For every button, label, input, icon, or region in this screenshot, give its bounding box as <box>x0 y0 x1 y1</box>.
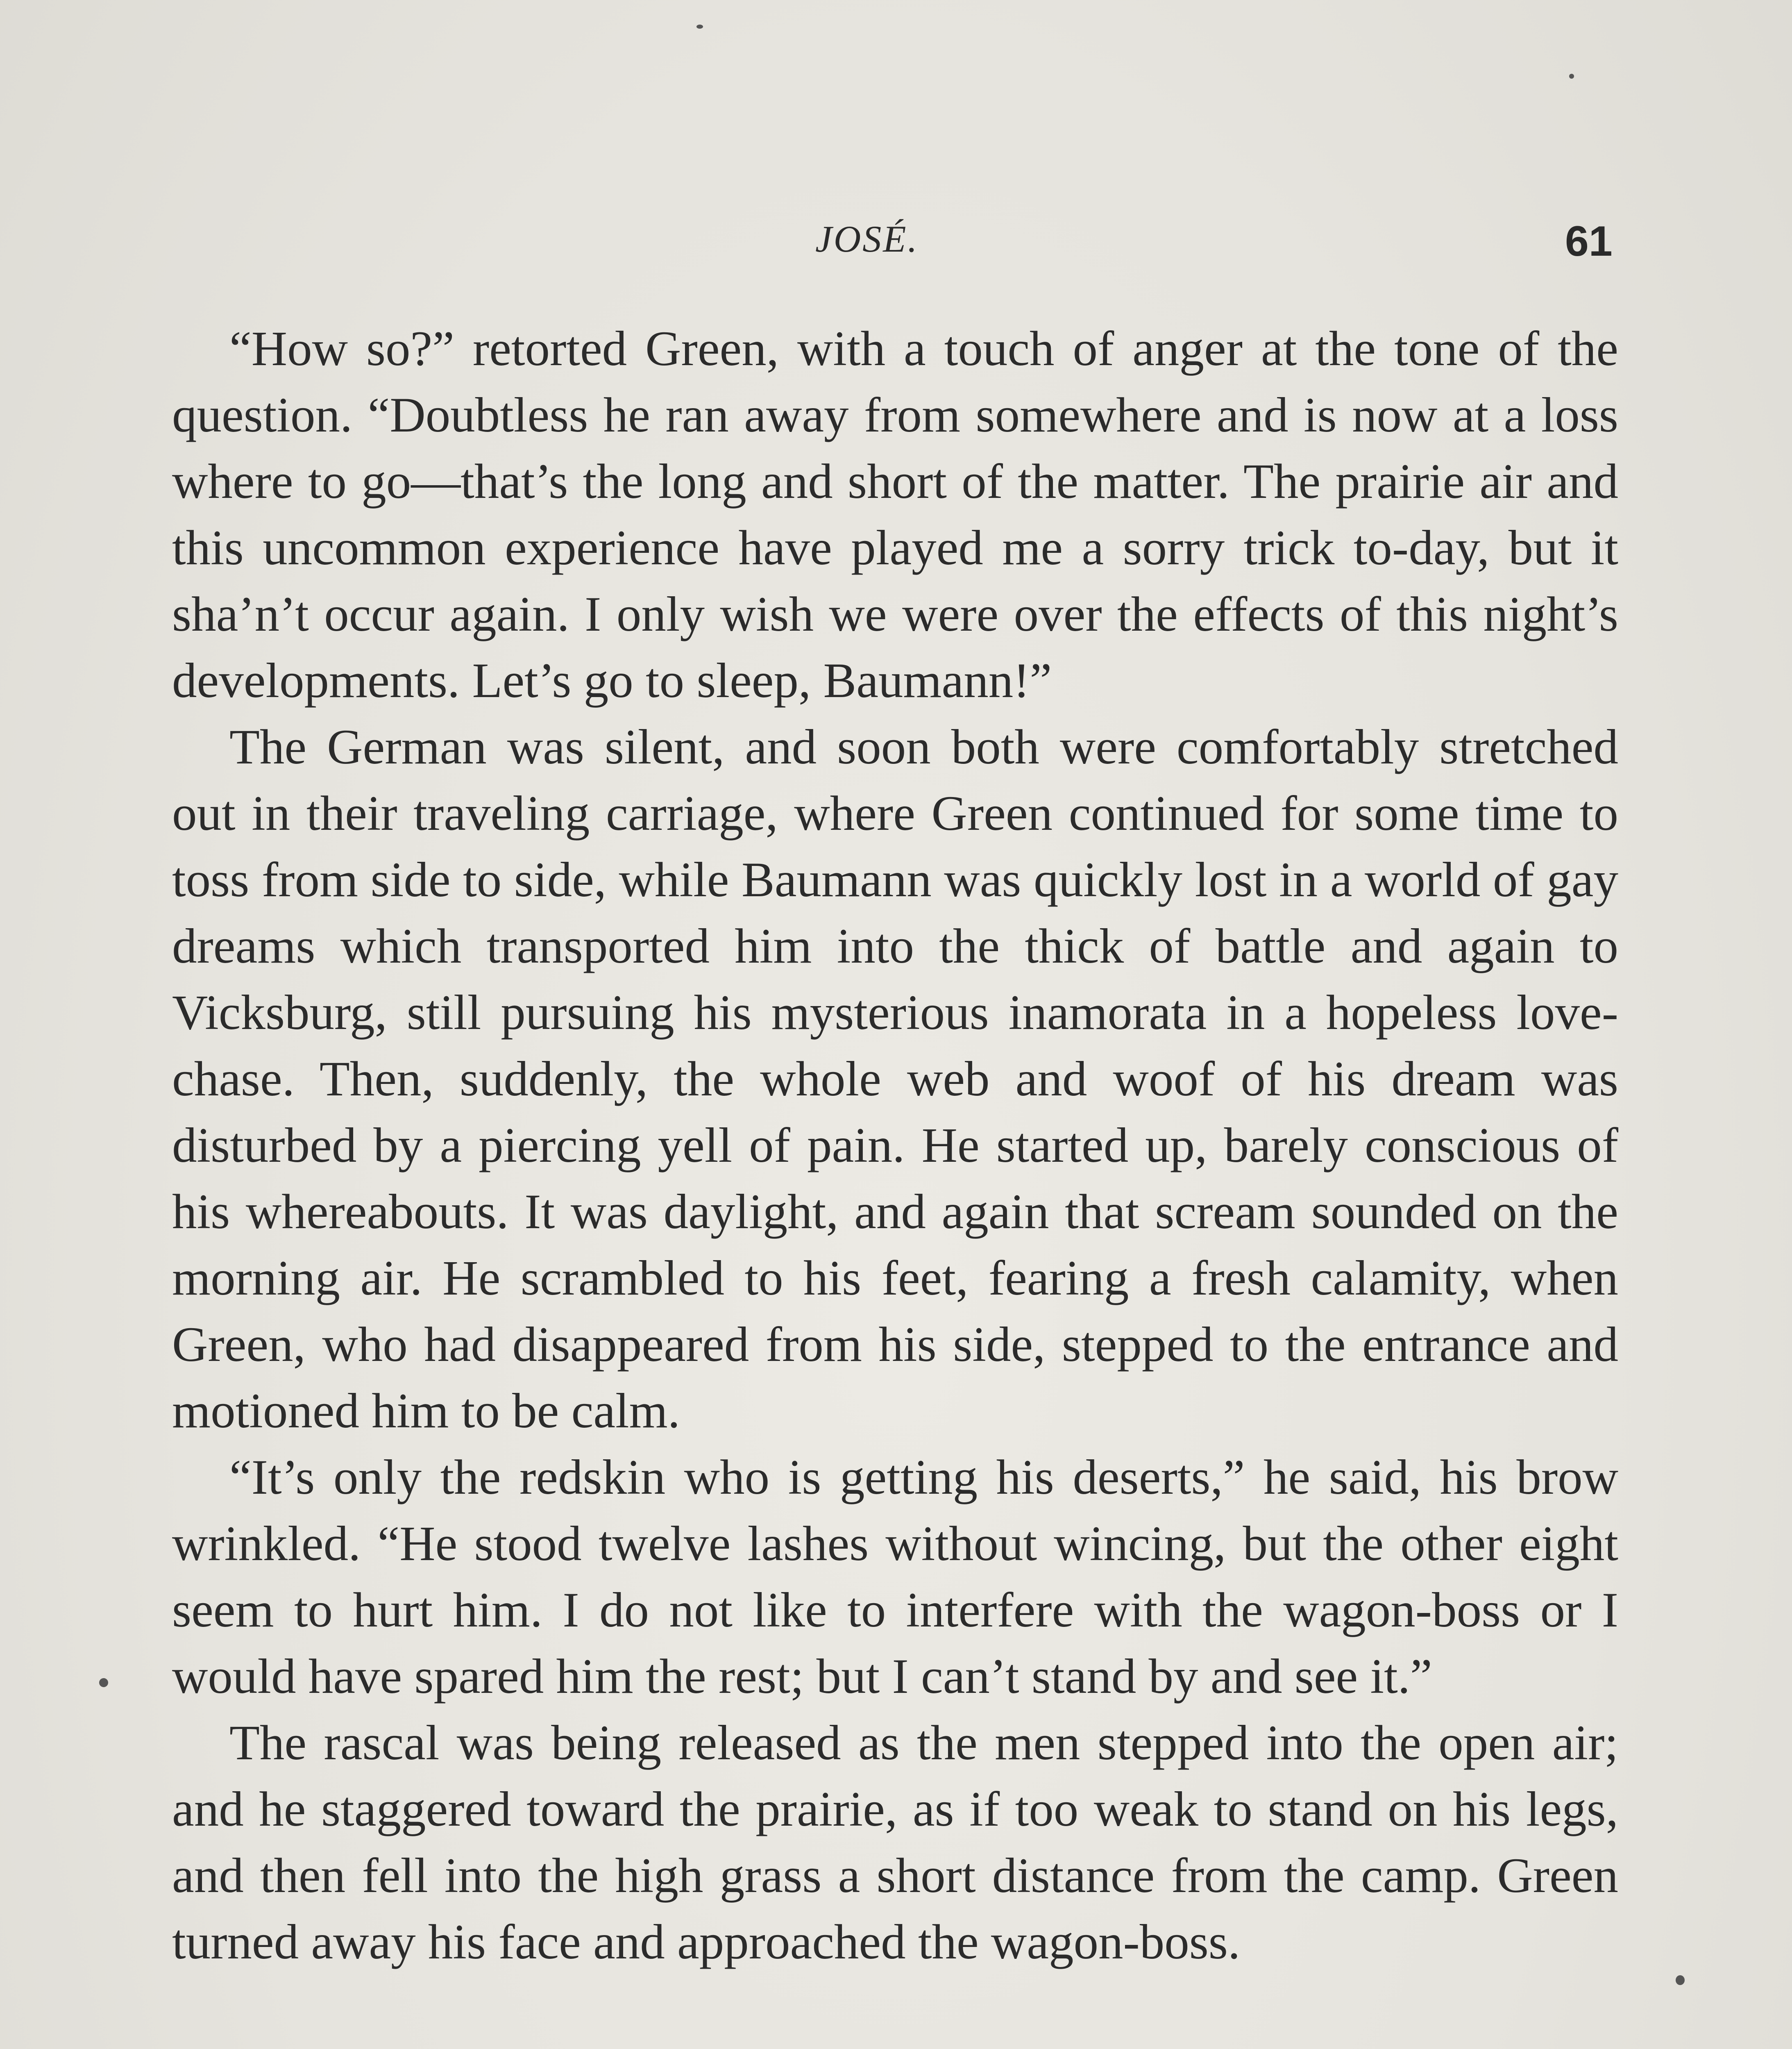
paragraph: The rascal was being released as the men stepped into the open air; and he staggered toward the prairie, as if too weak to stand on his legs, and then fell into the high grass a short distance from the camp. Green turned away his face and approached the wagon-boss. <box>172 1715 1618 1969</box>
running-title: JOSÉ. <box>815 218 919 260</box>
paragraph: “It’s only the redskin who is getting his deserts,” he said, his brow wrinkled. “He stood twelve lashes without wincing, but the other eight seem to hurt him. I do not like to interfere with the wagon-boss or I would have spared him the rest; but I can’t stand by and see it.” <box>172 1450 1618 1704</box>
print-speck <box>99 1678 108 1687</box>
print-speck <box>1676 1975 1685 1985</box>
body-text <box>172 316 1618 1975</box>
running-head <box>0 217 1792 275</box>
paragraph: The German was silent, and soon both were comfortably stretched out in their traveling carriage, where Green continued for some time to toss from side to side, while Baumann was quickly lost in a world of gay dreams which transported him into the thick of battle and again to Vicksburg, still pursuing his mysterious inamorata in a hopeless love-chase. Then, suddenly, the whole web and woof of his dream was disturbed by a piercing yell of pain. He started up, barely conscious of his whereabouts. It was daylight, and again that scream sounded on the morning air. He scrambled to his feet, fearing a fresh calamity, when Green, who had disappeared from his side, stepped to the entrance and motioned him to be calm. <box>172 720 1618 1438</box>
print-speck <box>1569 74 1574 79</box>
page-number: 61 <box>1565 218 1613 265</box>
print-speck <box>696 25 703 29</box>
paragraph: “How so?” retorted Green, with a touch of anger at the tone of the question. “Doubtless he ran away from somewhere and is now at a loss where to go—that’s the long and short of the matter. The prairie air and this uncommon experience have played me a sorry trick to-day, but it sha’n’t occur again. I only wish we were over the effects of this night’s developments. Let’s go to sleep, Baumann!” <box>172 321 1618 708</box>
